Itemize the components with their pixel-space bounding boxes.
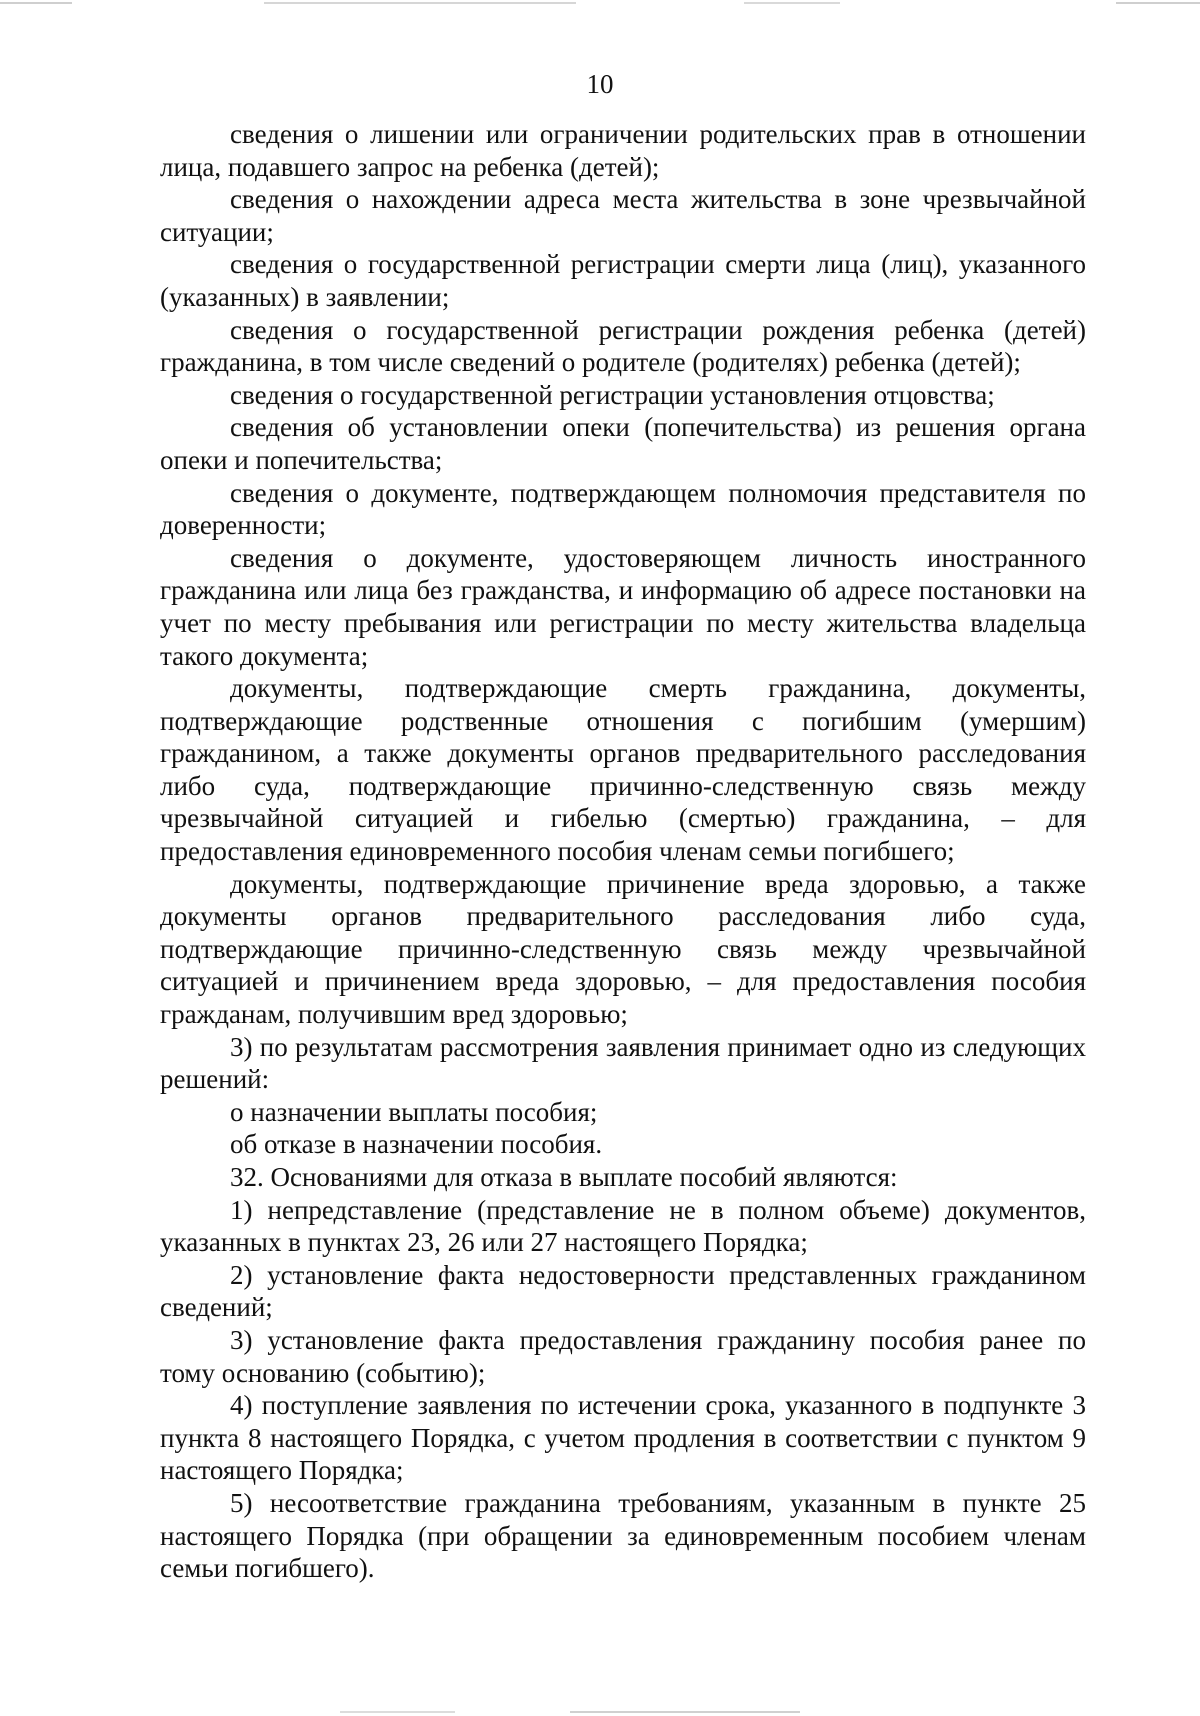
paragraph: сведения о лишении или ограничении родительских прав в отношении лица, подавшего запрос на ребенка (детей); [160,119,1086,182]
paragraph: сведения о государственной регистрации смерти лица (лиц), указанного (указанных) в заявлении; [160,249,1086,312]
document-body [160,118,1086,1585]
paragraph: документы, подтверждающие причинение вреда здоровью, а также документы органов предварительного расследования либо суда, подтверждающие причинно-следственную связь между чрезвычайной ситуацией и причинением вреда здоровью, – для предоставления пособия гражданам, получившим вред здоровью; [160,868,1086,1030]
paragraph: 5) несоответствие гражданина требованиям, указанным в пункте 25 настоящего Порядка (при обращении за единовременным пособием членам семьи погибшего). [160,1487,1086,1584]
paragraph: об отказе в назначении пособия. [230,1129,603,1160]
paragraph: 1) непредставление (представление не в полном объеме) документов, указанных в пунктах 23, 26 или 27 настоящего Порядка; [160,1194,1086,1258]
paragraph: сведения о государственной регистрации установления отцовства; [230,379,995,410]
paragraph: сведения о документе, удостоверяющем личность иностранного гражданина или лица без гражданства, и информацию об адресе постановки на учет по месту пребывания или регистрации по месту жительства владельца такого документа; [160,542,1086,671]
paragraph: сведения о государственной регистрации рождения ребенка (детей) гражданина, в том числе сведений о родителе (родителях) ребенка (детей); [160,314,1086,378]
scan-bottom-edge [340,1711,800,1713]
paragraph: сведения о нахождении адреса места жительства в зоне чрезвычайной ситуации; [160,184,1086,247]
paragraph: 3) установление факта предоставления гражданину пособия ранее по тому основанию (событию); [160,1324,1086,1388]
paragraph: сведения о документе, подтверждающем полномочия представителя по доверенности; [160,477,1086,541]
paragraph: 4) поступление заявления по истечении срока, указанного в подпункте 3 пункта 8 настоящего Порядка, с учетом продления в соответствии с пунктом 9 настоящего Порядка; [160,1390,1086,1486]
scan-top-edge [0,2,1200,4]
paragraph: 3) по результатам рассмотрения заявления принимает одно из следующих решений: [160,1031,1086,1095]
paragraph: 2) установление факта недостоверности представленных гражданином сведений; [160,1259,1086,1323]
paragraph: о назначении выплаты пособия; [230,1096,598,1127]
page-number: 10 [586,69,614,99]
paragraph: документы, подтверждающие смерть гражданина, документы, подтверждающие родственные отношения с погибшим (умершим) гражданином, а также документы органов предварительного расследования либо суда, подтверждающие причинно-следственную связь между чрезвычайной ситуацией и гибелью (смертью) гражданина, – для предоставления единовременного пособия членам семьи погибшего; [160,673,1086,867]
paragraph: сведения об установлении опеки (попечительства) из решения органа опеки и попечительства; [160,412,1086,475]
paragraph: 32. Основаниями для отказа в выплате пособий являются: [230,1162,898,1192]
